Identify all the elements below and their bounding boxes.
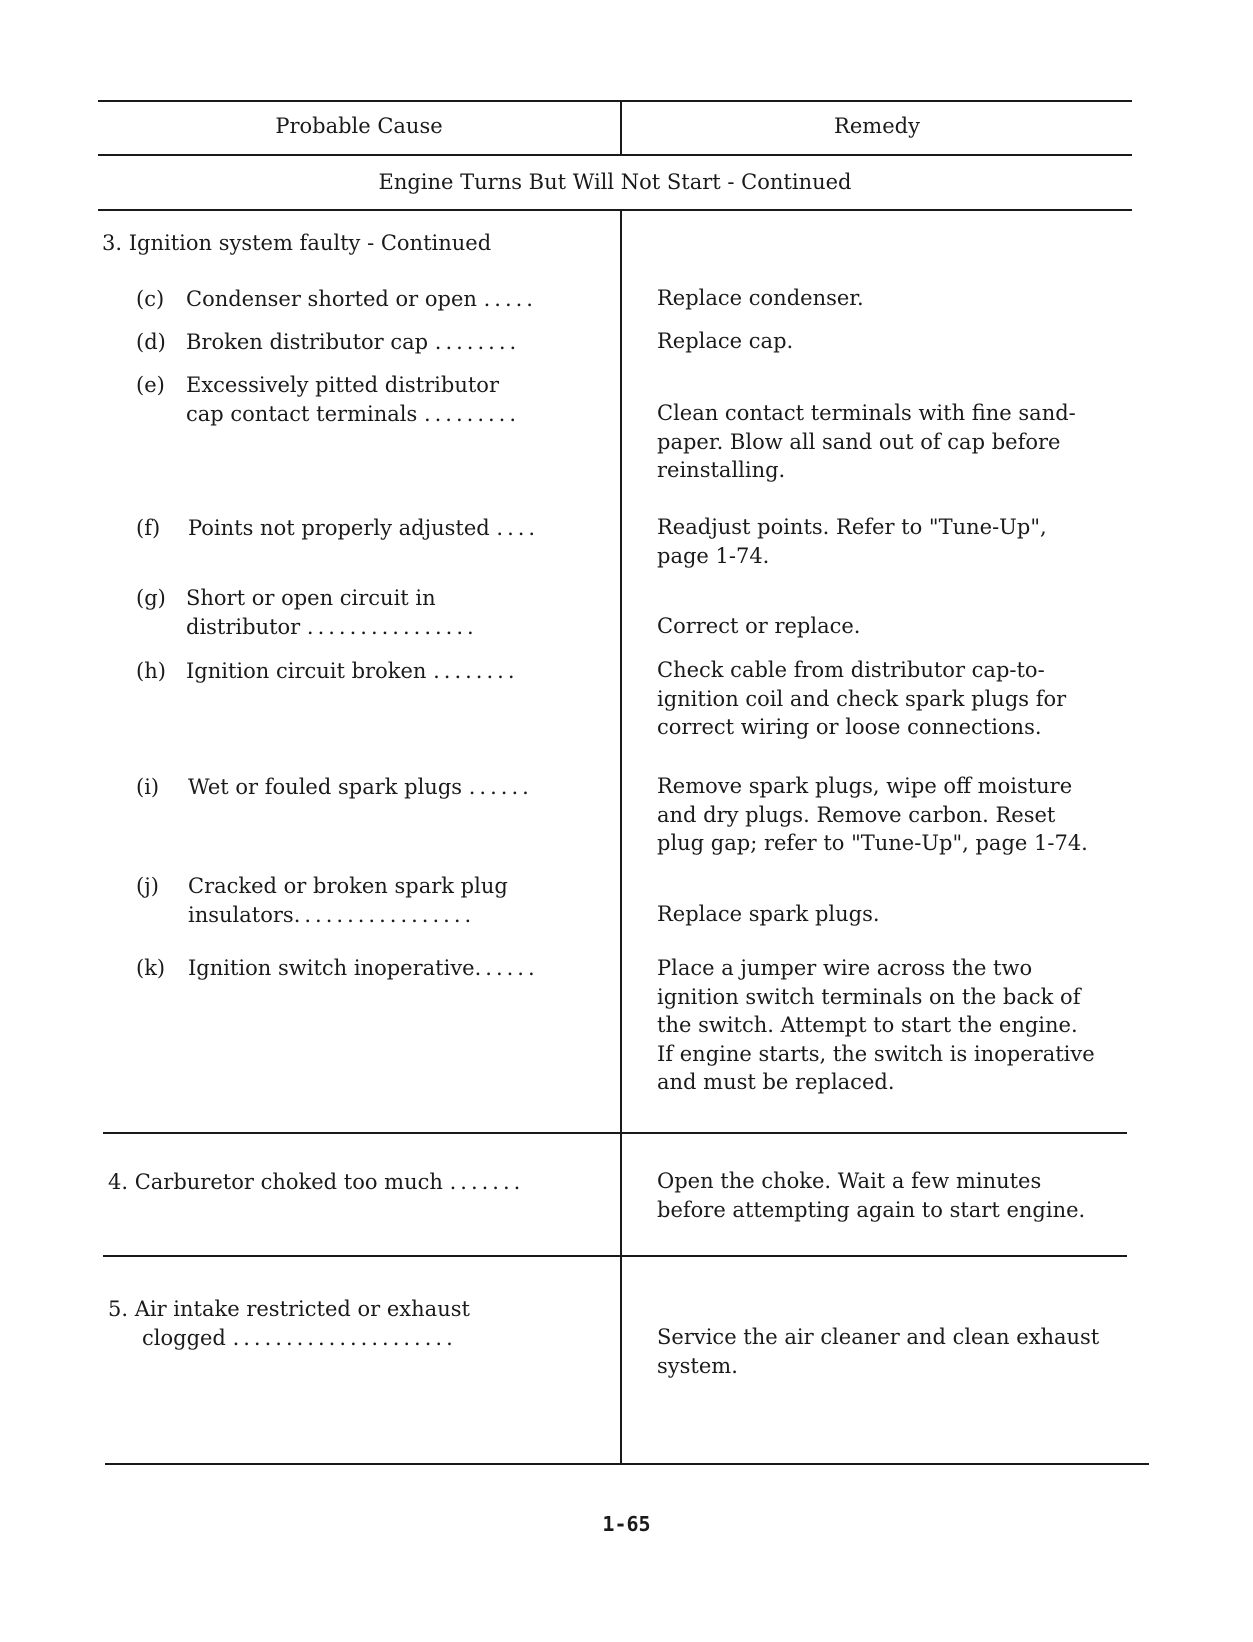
sub-h-remedy: Check cable from distributor cap-to- ignition coil and check spark plugs for correct wiring or loose connections. — [657, 658, 1067, 739]
divider-body — [620, 209, 622, 1463]
sub-f-remedy: Readjust points. Refer to "Tune-Up", page 1-74. — [657, 515, 1047, 568]
sub-e-cause-line2: cap contact terminals ......... — [186, 402, 521, 426]
sub-k-remedy: Place a jumper wire across the two ignition switch terminals on the back of the switch. Attempt to start the engine. If engine starts, the switch is inoperative and must be replaced. — [657, 956, 1095, 1094]
sub-i-label: (i) — [136, 775, 160, 799]
sub-j-cause-line2: insulators................. — [188, 903, 476, 927]
sub-k-cause: Ignition switch inoperative...... — [188, 956, 539, 980]
header-probable-cause: Probable Cause — [275, 114, 443, 138]
rule-row5-bottom — [105, 1463, 1149, 1465]
sub-f-cause: Points not properly adjusted .... — [188, 516, 540, 540]
sub-d-cause: Broken distributor cap ........ — [186, 330, 521, 354]
rule-section-bottom — [98, 209, 1132, 211]
sub-e-label: (e) — [136, 373, 165, 397]
sub-c-cause: Condenser shorted or open ..... — [186, 287, 537, 311]
section-title: Engine Turns But Will Not Start - Continued — [378, 170, 852, 194]
header-remedy: Remedy — [834, 114, 920, 138]
sub-h-cause: Ignition circuit broken ........ — [186, 659, 519, 683]
sub-g-remedy: Correct or replace. — [657, 614, 861, 638]
sub-d-remedy: Replace cap. — [657, 329, 794, 353]
sub-h-label: (h) — [136, 659, 166, 683]
sub-g-cause-line1: Short or open circuit in — [186, 586, 436, 610]
item-3-heading: 3. Ignition system faulty - Continued — [102, 231, 492, 255]
sub-d-label: (d) — [136, 330, 166, 354]
rule-row4-bottom — [103, 1255, 1127, 1257]
sub-k-label: (k) — [136, 956, 166, 980]
page-number: 1-65 — [602, 1512, 651, 1536]
sub-e-remedy: Clean contact terminals with fine sand- paper. Blow all sand out of cap before reinstalling. — [657, 401, 1076, 482]
sub-i-remedy: Remove spark plugs, wipe off moisture and dry plugs. Remove carbon. Reset plug gap; refer to "Tune-Up", page 1-74. — [657, 774, 1088, 855]
sub-c-label: (c) — [136, 287, 165, 311]
sub-c-remedy: Replace condenser. — [657, 286, 864, 310]
rule-header-bottom — [98, 154, 1132, 156]
sub-j-cause-line1: Cracked or broken spark plug — [188, 874, 508, 898]
item-5-cause-line1: 5. Air intake restricted or exhaust — [108, 1297, 470, 1321]
rule-top — [98, 100, 1132, 102]
item-5-remedy: Service the air cleaner and clean exhaust system. — [657, 1325, 1100, 1378]
sub-g-label: (g) — [136, 586, 166, 610]
sub-g-cause-line2: distributor ................ — [186, 615, 478, 639]
rule-row3-bottom — [103, 1132, 1127, 1134]
item-4-cause: 4. Carburetor choked too much ....... — [108, 1170, 525, 1194]
sub-e-cause-line1: Excessively pitted distributor — [186, 373, 499, 397]
sub-j-remedy: Replace spark plugs. — [657, 902, 880, 926]
sub-j-label: (j) — [136, 874, 159, 898]
sub-f-label: (f) — [136, 516, 161, 540]
sub-i-cause: Wet or fouled spark plugs ...... — [188, 775, 533, 799]
item-5-cause-line2: clogged ..................... — [142, 1326, 457, 1350]
item-4-remedy: Open the choke. Wait a few minutes before attempting again to start engine. — [657, 1169, 1086, 1222]
